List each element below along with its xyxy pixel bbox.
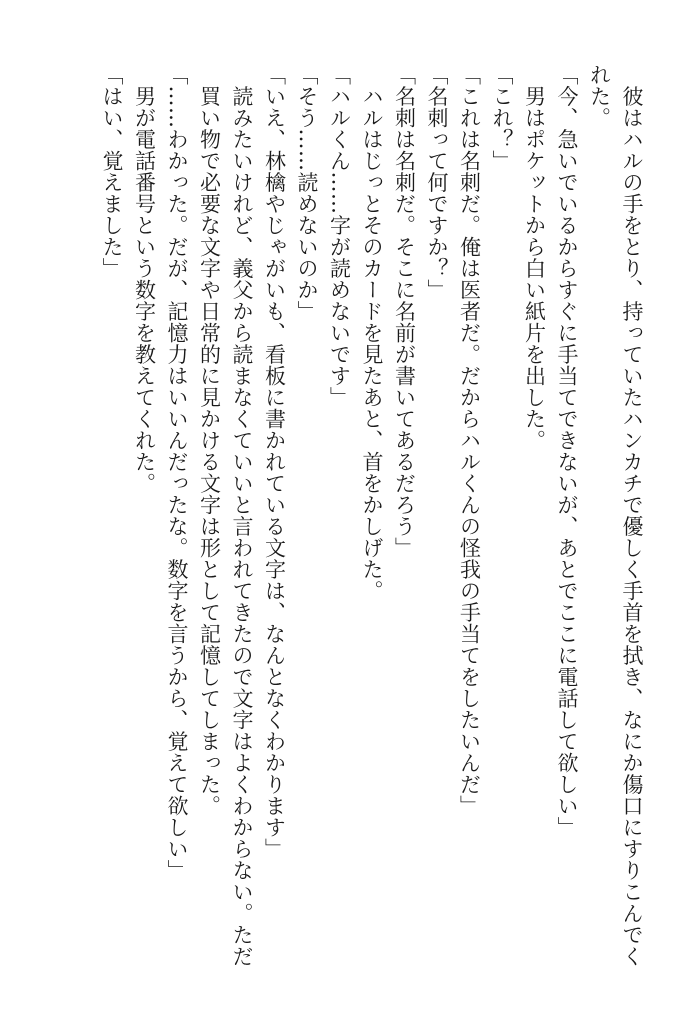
text-line: 「はい、覚えました」: [100, 64, 124, 279]
text-line: 「ハルくん……字が読めないです」: [327, 64, 352, 408]
text-line: 「これは名刺だ。俺は医者だ。だからハルくんの怪我の手当てをしたいんだ」: [457, 64, 482, 817]
text-line: れた。: [587, 64, 612, 129]
text-line: 彼はハルの手をとり、持っていたハンカチで優しく手首を拭き、なにか傷口にすりこんでく: [620, 64, 644, 967]
text-line: 「名刺って何ですか？」: [425, 64, 449, 301]
text-line: 男が電話番号という数字を教えてくれた。: [132, 64, 157, 494]
vertical-text-body: [96, 64, 649, 967]
text-line: 男はポケットから白い紙片を出した。: [522, 64, 547, 451]
text-line: 読みたいけれど、義父から読まなくていいと言われてきたので文字はよくわからない。ただ: [230, 64, 254, 967]
text-line: 「これ？」: [490, 64, 514, 172]
text-line: ハルはじっとそのカードを見たあと、首をかしげた。: [360, 64, 384, 602]
text-line: 「そう……読めないのか」: [295, 64, 319, 322]
text-line: 「……わかった。だが、記憶力はいいんだったな。数字を言うから、覚えて欲しい」: [165, 64, 189, 881]
text-line: 買い物で必要な文字や日常的に見かける文字は形として記憶してしまった。: [197, 64, 222, 817]
text-line: 「名刺は名刺だ。そこに名前が書いてあるだろう」: [392, 64, 417, 559]
text-line: 「今、急いでいるからすぐに手当てできないが、あとでここに電話して欲しい」: [555, 64, 579, 838]
text-line: 「いえ、林檎やじゃがいも、看板に書かれている文字は、なんとなくわかります」: [262, 64, 287, 860]
